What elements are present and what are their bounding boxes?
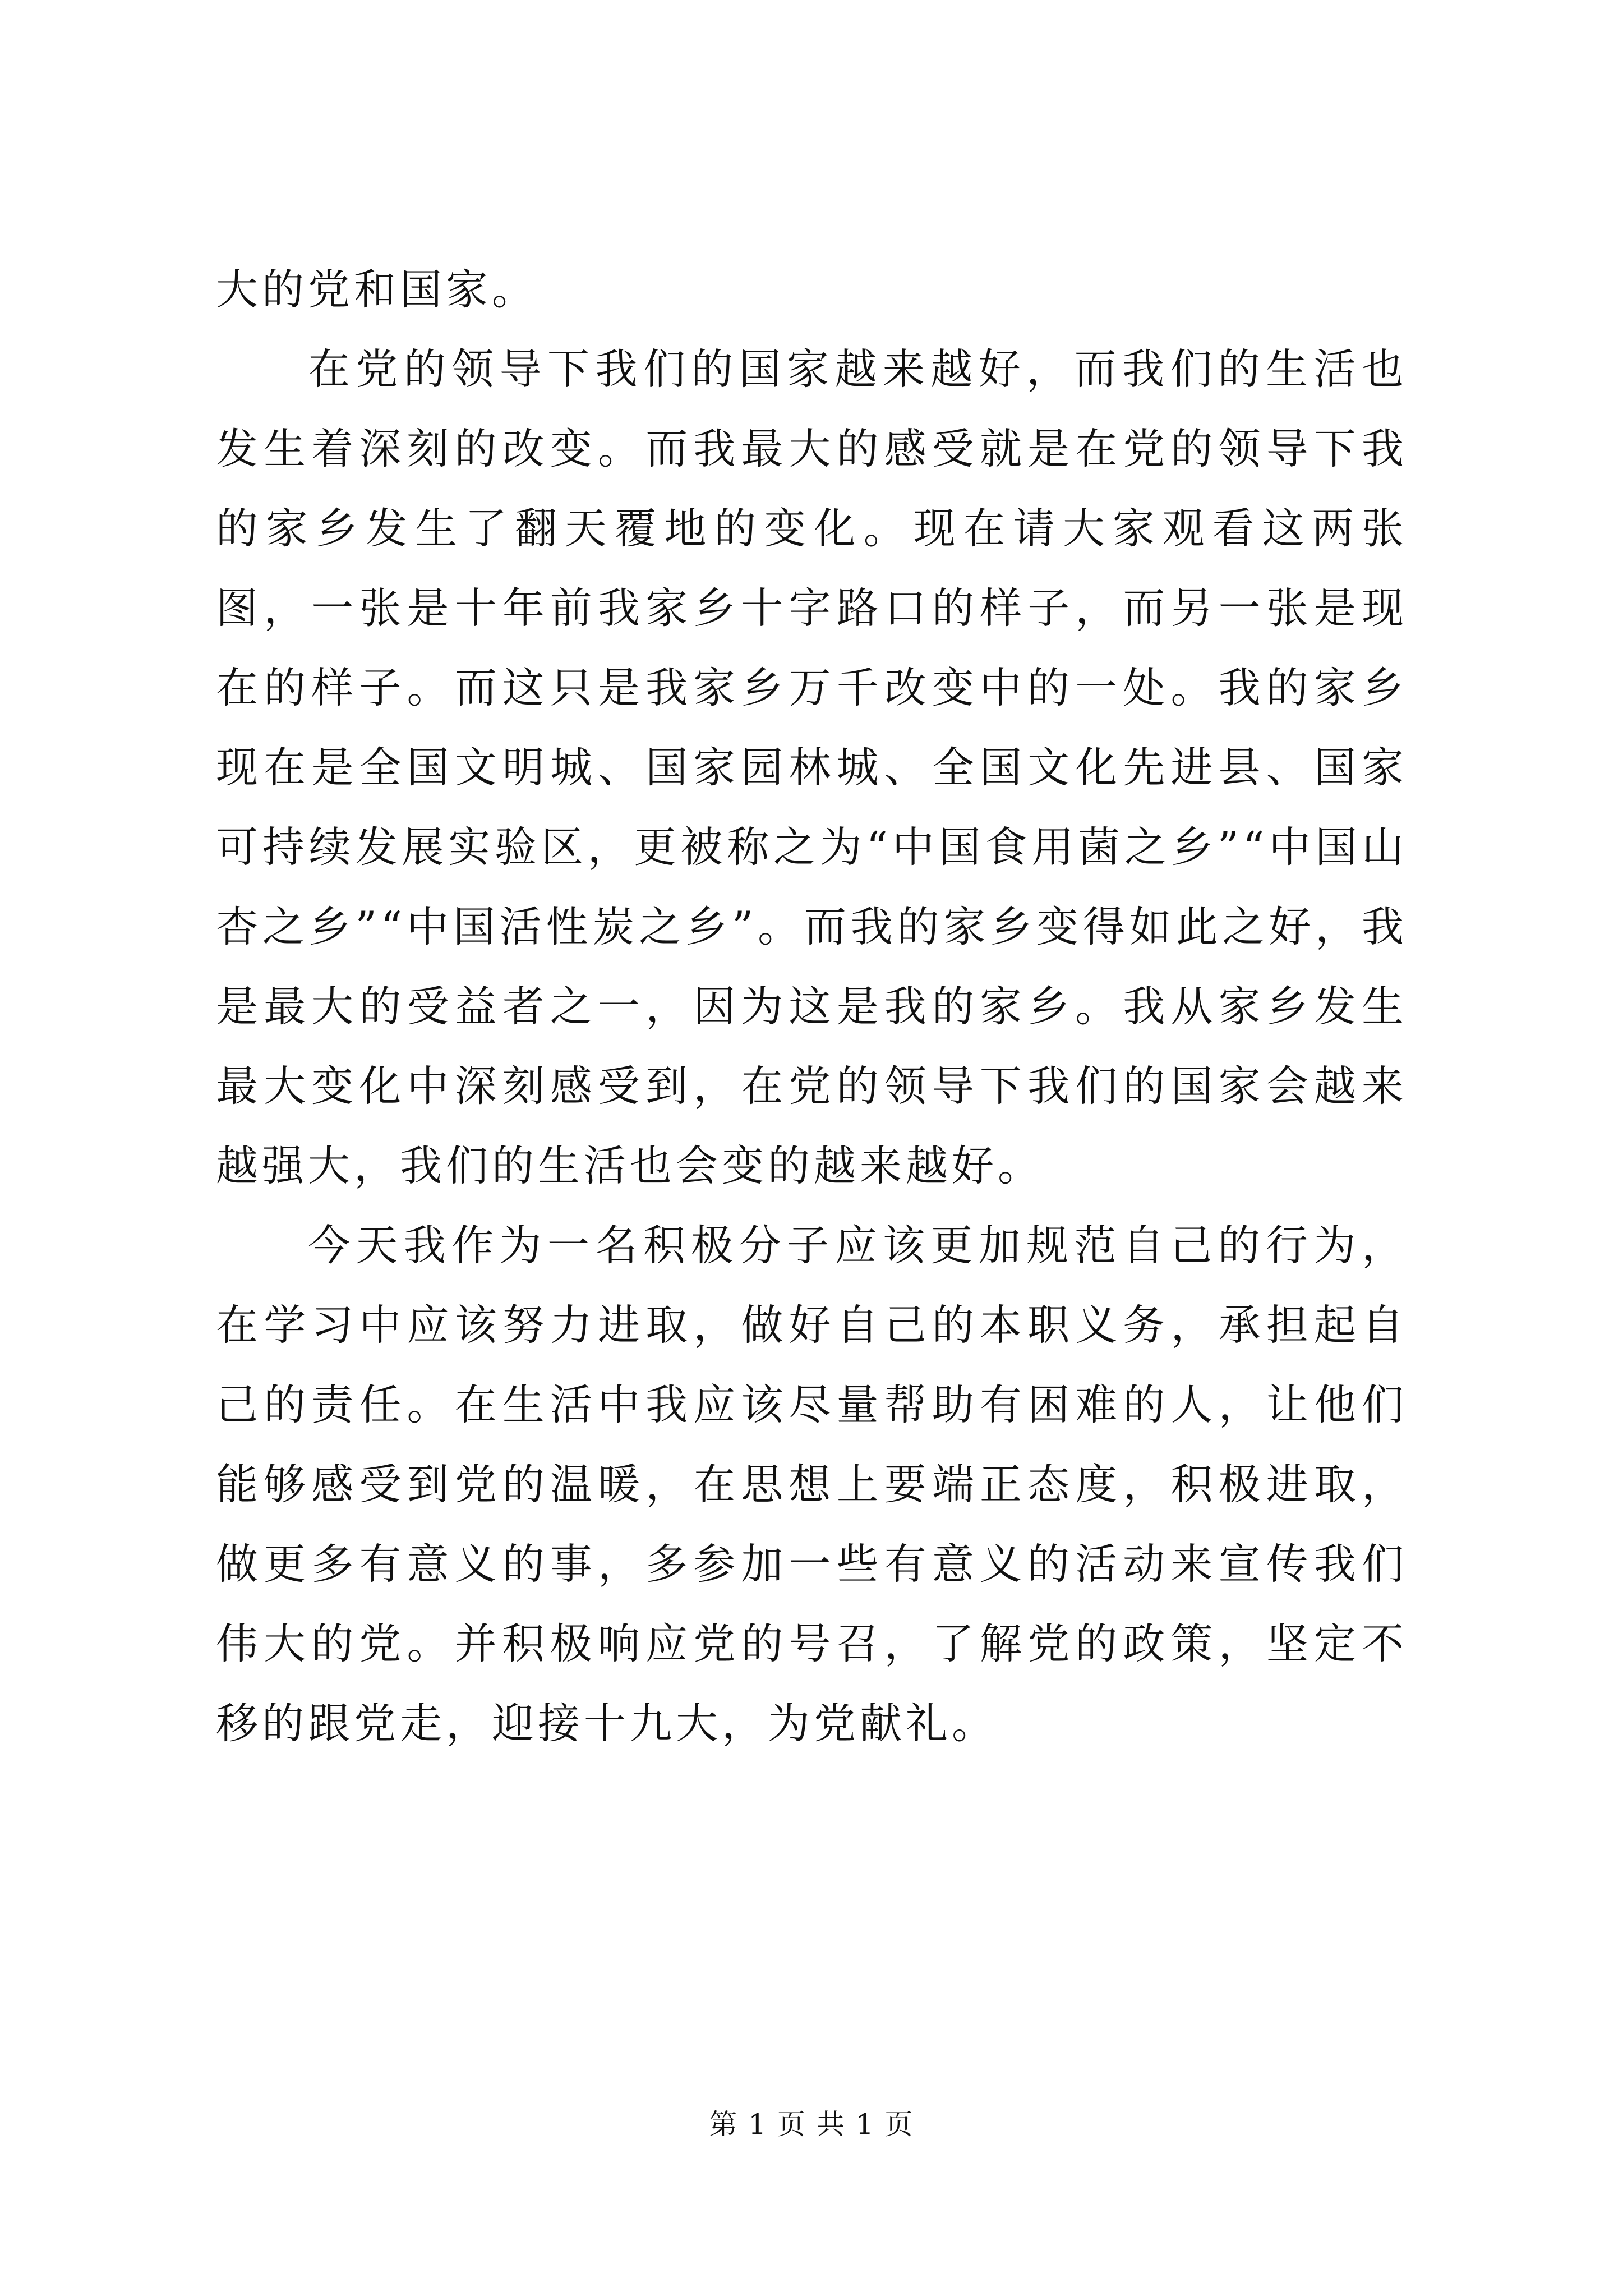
paragraph-personal-commitment: 今天我作为一名积极分子应该更加规范自己的行为，在学习中应该努力进取，做好自己的本职义务，承担起自己的责任。在生活中我应该尽量帮助有困难的人，让他们能够感受到党的温暖，在思想上要端正态度，积极进取，做更多有意义的事，多参加一些有意义的活动来宣传我们伟大的党。并积极响应党的号召，了解党的政策，坚定不移的跟党走，迎接十九大，为党献礼。 xyxy=(216,1221,1408,1748)
page-number-footer: 第 1 页 共 1 页 xyxy=(709,2108,914,2141)
paragraph-continuation: 大的党和国家。 xyxy=(216,265,538,314)
paragraph-hometown-changes: 在党的领导下我们的国家越来越好，而我们的生活也发生着深刻的改变。而我最大的感受就是在党的领导下我的家乡发生了翻天覆地的变化。现在请大家观看这两张图，一张是十年前我家乡十字路口的样子，而另一张是现在的样子。而这只是我家乡万千改变中的一处。我的家乡现在是全国文明城、国家园林城、全国文化先进县、国家可持续发展实验区，更被称之为“中国食用菌之乡”“中国山杏之乡”“中国活性炭之乡”。而我的家乡变得如此之好，我是最大的受益者之一，因为这是我的家乡。我从家乡发生最大变化中深刻感受到，在党的领导下我们的国家会越来越强大，我们的生活也会变的越来越好。 xyxy=(216,344,1408,1190)
document-body xyxy=(216,250,1408,1763)
